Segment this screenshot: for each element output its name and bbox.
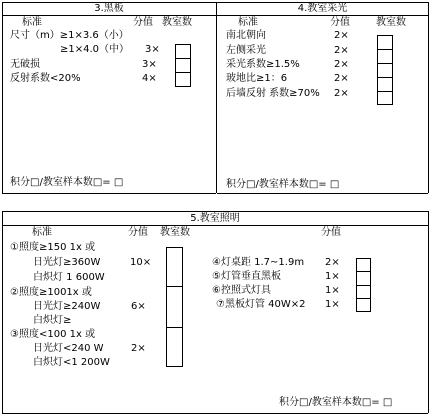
criterion-label: 无破损 [10,59,40,70]
count-box-divider [356,285,371,286]
criterion-label: 采光系数≥1.5% [226,59,300,70]
criterion-score: 2× [334,30,349,41]
count-box-divider [166,286,183,287]
criterion-label: ⑥控照式灯具 [212,285,271,296]
count-box-divider [377,63,393,64]
criterion-line: ①照度≥150 1x 或 [10,242,96,253]
score-formula: 积分□/教室样本数□= □ [226,179,340,190]
criterion-score: 10× [130,257,152,268]
column-header-standard: 标准 [22,17,42,28]
count-box-divider [175,72,191,73]
score-formula: 积分□/教室样本数□= □ [279,397,393,408]
count-box[interactable] [166,247,183,367]
criterion-score: 1× [325,299,340,310]
criterion-score: 1× [325,285,340,296]
column-header-score: 分值 [128,227,148,238]
count-box-divider [356,271,371,272]
criterion-label: 南北朝向 [226,30,266,41]
criterion-score: 1× [325,271,340,282]
count-box-divider [377,91,393,92]
criterion-score: 2× [334,59,349,70]
criterion-score: 2× [334,73,349,84]
criterion-score: 6× [131,301,146,312]
criterion-line: 白炽灯≥ [33,315,72,326]
criterion-score: 2× [131,343,146,354]
criterion-label: ⑦黑板灯管 40W×2 [216,299,306,310]
title-divider [2,225,428,226]
criterion-score: 3× [142,59,157,70]
border-bottom [2,193,216,194]
criterion-line: ③照度<100 1x 或 [10,329,96,340]
column-header-count: 教室数 [162,17,192,28]
criterion-score: 2× [334,88,349,99]
column-header-standard: 标准 [238,17,258,28]
criterion-label: 玻地比≥1：6 [226,73,288,84]
border-top [2,211,428,212]
column-header-score: 分值 [330,17,350,28]
criterion-line: 白炽灯<1 200W [33,357,110,368]
criterion-label: 尺寸（m）≥1×3.6（小） [10,30,129,41]
column-header-standard: 标准 [32,227,52,238]
count-box-divider [377,49,393,50]
border-right [428,2,429,193]
criterion-score: 2× [334,45,349,56]
column-header-score-right: 分值 [321,227,341,238]
criterion-line: 日光灯<240 W [33,343,104,354]
count-box-divider [356,298,371,299]
criterion-label: 后墙反射 系数≥70% [226,88,320,99]
count-box-divider [175,58,191,59]
criterion-line: 日光灯≥240W [33,301,101,312]
criterion-score: 3× [145,44,160,55]
criterion-line: 白炽灯 1 600W [33,272,105,283]
count-box[interactable] [377,35,393,105]
title-divider [2,15,216,16]
criterion-score: 2× [325,257,340,268]
column-header-count: 教室数 [160,227,190,238]
criterion-label: 左侧采光 [226,45,266,56]
panel-title: 4.教室采光 [297,3,348,14]
score-formula: 积分□/教室样本数□= □ [10,177,124,188]
criterion-score: 4× [142,73,157,84]
criterion-line: 日光灯≥360W [33,257,101,268]
count-box-divider [377,77,393,78]
criterion-label: ≥1×4.0（中） [60,44,130,55]
criterion-label: ⑤灯管垂直黑板 [212,271,281,282]
border-right [216,2,217,193]
criterion-line: ②照度≥1001x 或 [10,287,92,298]
title-divider [217,15,428,16]
border-left [2,2,3,193]
border-bottom [2,413,428,414]
count-box[interactable] [175,44,191,87]
border-bottom [217,193,428,194]
border-left [2,211,3,413]
criterion-label: 反射系数<20% [10,73,81,84]
panel-title: 5.教室照明 [190,213,240,224]
count-box-divider [166,327,183,328]
column-header-score: 分值 [133,17,153,28]
criterion-label: ④灯桌距 1.7~1.9m [212,257,305,268]
border-right [428,211,429,413]
panel-title: 3.黑板 [94,3,124,14]
column-header-count: 教室数 [376,17,406,28]
